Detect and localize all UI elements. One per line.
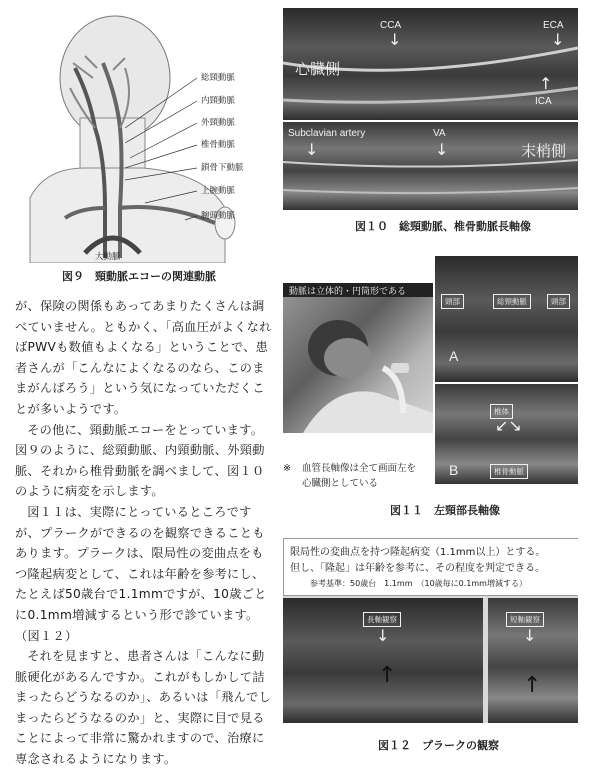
- cardiac-side-label: 心臓側: [295, 61, 341, 78]
- fig12-text-box: [283, 538, 578, 596]
- short-axis-tag: 短軸観察: [506, 612, 544, 627]
- paragraph-1: が、保険の関係もあってあまりたくさんは調べていません。ともかく、「高血圧がよくなればPWVも数値もよくなる」ということで、患者さんが「こんなによくなるのなら、このままがんばろう」という気になっていただくことが多いようです。: [15, 299, 272, 416]
- label-common-carotid: 総頸動脈: [201, 73, 236, 83]
- label-brachiocephalic: 腕頭動脈: [201, 211, 236, 221]
- long-axis-down-arrow-icon: ↓: [376, 626, 390, 645]
- label-vertebral: 椎骨動脈: [201, 140, 236, 150]
- label-brachial: 上腕動脈: [201, 186, 236, 196]
- label-internal-carotid: 内頸動脈: [201, 96, 236, 106]
- paragraph-2: その他に、頸動脈エコーをとっています。図９のように、総頸動脈、内頸動脈、外頸動脈、それから椎骨動脈を調べまして、図１０のように病変を示します。: [15, 422, 265, 499]
- fig11-ultrasound-b: [435, 384, 578, 484]
- fig10-caption: 図１０ 総頸動脈、椎骨動脈長軸像: [355, 220, 531, 233]
- panel-a-label: A: [449, 348, 459, 364]
- vertebra-arrow-icon: ↙↘: [495, 416, 522, 435]
- short-axis-down-arrow-icon: ↓: [523, 626, 537, 645]
- vertebra-tag: 椎体: [490, 404, 513, 419]
- panel-b-label: B: [449, 462, 459, 478]
- subclavian-arrow-icon: ↓: [305, 140, 319, 159]
- fig11-caption: 図１１ 左頸部長軸像: [390, 504, 500, 517]
- label-aorta: 大動脈: [95, 252, 121, 262]
- neck-anatomy-drawing: [25, 8, 280, 263]
- cca-arrow-icon: ↓: [388, 30, 402, 49]
- note-line-2: 心臓側としている: [302, 478, 379, 489]
- short-axis-up-arrow-icon: ↑: [523, 673, 542, 698]
- distal-side-label: 末梢側: [521, 143, 567, 160]
- head-tag: 頭部: [441, 294, 464, 309]
- fig12-reference: 参考基準：50歳台 1.1mm （10歳毎に0.1mm増減する）: [310, 579, 527, 588]
- fig12-long-axis-image: [283, 598, 483, 723]
- label-external-carotid: 外頸動脈: [201, 118, 236, 128]
- fig10-top-ultrasound: [283, 8, 578, 120]
- paragraph-3: 図１１は、実際にとっているところですが、プラークができるのを観察できることもあります。プラークは、限局性の変曲点をもつ隆起病変として、これは年齢を参考にし、たとえば50歳台で1.1mmですが、10歳ごとに0.1mm増減するという形で診ています。（図１２）: [15, 504, 267, 643]
- va-label: VA: [433, 128, 446, 139]
- ica-label: ICA: [535, 96, 552, 107]
- ica-arrow-icon: ↑: [539, 74, 553, 93]
- tail-tag: 頭部: [547, 294, 570, 309]
- fig11-photo: [283, 283, 433, 433]
- fig9-illustration: [25, 8, 280, 263]
- article-body: [15, 296, 275, 770]
- fig12-short-axis-image: [488, 598, 578, 723]
- long-axis-up-arrow-icon: ↑: [378, 663, 397, 688]
- note-mark: ※: [283, 463, 291, 474]
- fig10-bottom-ultrasound: [283, 122, 578, 210]
- fig12-definition-2: 但し、「隆起」は年齢を参考に、その程度を判定できる。: [290, 563, 545, 574]
- fig12-caption: 図１２ プラークの観察: [378, 739, 499, 752]
- common-carotid-tag: 総頸動脈: [493, 294, 531, 309]
- label-subclavian: 鎖骨下動脈: [201, 163, 244, 173]
- patient-photo-drawing: [283, 283, 433, 433]
- fig12-panel: [283, 538, 578, 723]
- va-arrow-icon: ↓: [435, 140, 449, 159]
- note-line-1: 血管長軸像は全て画面左を: [302, 463, 417, 474]
- fig9-caption: 図９ 頸動脈エコーの関連動脈: [62, 270, 216, 283]
- photo-banner: 動脈は立体的・円筒形である: [289, 286, 407, 296]
- paragraph-4: それを見ますと、患者さんは「こんなに動脈硬化があるんですか。これがもしかして詰まったらどうなるのか」、あるいは「飛んでしまったらどうなるのか」と、実際に目で見ることによって非常に驚かれますので、治療に専念されるようになります。: [15, 649, 272, 767]
- cca-label: CCA: [380, 20, 402, 31]
- fig11-ultrasound-a: [435, 256, 578, 382]
- long-axis-tag: 長軸観察: [363, 612, 401, 627]
- subclavian-label: Subclavian artery: [288, 128, 366, 139]
- vertebral-artery-tag: 椎骨動脈: [490, 464, 528, 479]
- eca-label: ECA: [543, 20, 564, 31]
- eca-arrow-icon: ↓: [551, 30, 565, 49]
- fig12-definition-1: 限局性の変曲点を持つ隆起病変（1.1mm以上）とする。: [290, 547, 546, 558]
